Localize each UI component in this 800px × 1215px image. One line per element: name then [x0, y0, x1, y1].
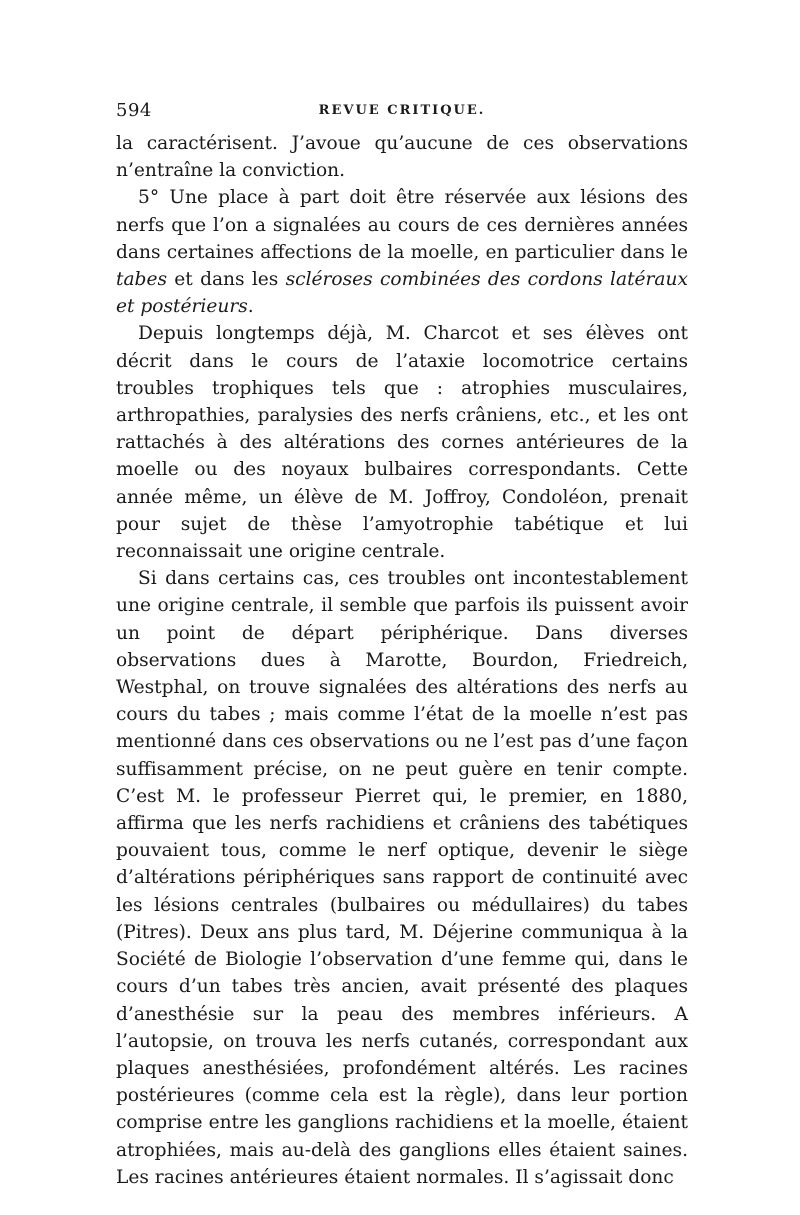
italic-scleroses: scléroses combinées des cordons latéraux et postérieurs: [116, 269, 688, 318]
body-text: [116, 130, 688, 1191]
paragraph-1: la caractérisent. J’avoue qu’aucune de ces observations n’entraîne la conviction.: [116, 133, 688, 182]
paragraph-2: [116, 184, 688, 320]
paragraph-3: Depuis longtemps déjà, M. Charcot et ses élèves ont décrit dans le cours de l’ataxie locomotrice certains troubles trophiques tels que : atrophies musculaires, arthropathies, paralysies des nerfs crâniens, etc., et les ont rattachés à des altérations des cornes antérieures de la moelle ou des noyaux bulbaires correspondants. Cette année même, un élève de M. Joffroy, Condoléon, prenait pour sujet de thèse l’amyotrophie tabétique et lui reconnaissait une origine centrale.: [116, 323, 688, 563]
paragraph-4: Si dans certains cas, ces troubles ont incontestablement une origine centrale, il semble que parfois ils puissent avoir un point de départ périphérique. Dans diverses observations dues à Marotte, Bourdon, Friedreich, Westphal, on trouve signalées des altérations des nerfs au cours du tabes ; mais comme l’état de la moelle n’est pas mentionné dans ces observations ou ne l’est pas d’une façon suffisamment précise, on ne peut guère en tenir compte. C’est M. le professeur Pierret qui, le premier, en 1880, affirma que les nerfs rachidiens et crâniens des tabétiques pouvaient tous, comme le nerf optique, devenir le siège d’altérations périphériques sans rapport de continuité avec les lésions centrales (bulbaires ou médullaires) du tabes (Pitres). Deux ans plus tard, M. Déjerine communiqua à la Société de Biologie l’observation d’une femme qui, dans le cours d’un tabes très ancien, avait présenté des plaques d’anesthésie sur la peau des membres inférieurs. A l’autopsie, on trouva les nerfs cutanés, correspondant aux plaques anesthésiées, profondément altérés. Les racines postérieures (comme cela est la règle), dans leur portion comprise entre les ganglions rachidiens et la moelle, étaient atrophiées, mais au-delà des ganglions elles étaient saines. Les racines antérieures étaient normales. Il s’agissait donc: [116, 568, 688, 1188]
paragraph-2-middle: et dans les: [167, 269, 286, 291]
journal-title: REVUE CRITIQUE.: [318, 103, 486, 118]
paragraph-2-start: 5° Une place à part doit être réservée aux lésions des nerfs que l’on a signalées au cours de ces dernières années dans certaines affections de la moelle, en particulier dans le: [116, 187, 688, 263]
italic-tabes: tabes: [116, 269, 168, 291]
page-number: 594: [116, 100, 152, 121]
paragraph-2-end: .: [247, 296, 254, 318]
running-head: [116, 96, 688, 124]
book-page: [116, 96, 688, 1191]
